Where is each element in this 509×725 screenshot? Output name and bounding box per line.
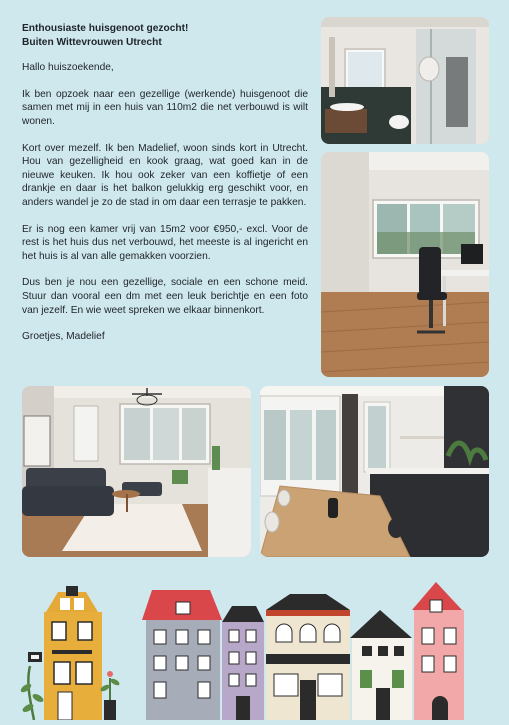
canal-houses-illustration	[0, 570, 509, 720]
greeting: Hallo huiszoekende,	[22, 62, 114, 74]
paragraph-room: Er is nog een kamer vrij van 15m2 voor €950,- excl. Voor de rest is het huis dus net verbouwd, het meeste is al ingericht en het huis is al van alle gemakken voorzien.	[22, 223, 308, 262]
yellow-house-icon	[44, 586, 102, 720]
plant-left-icon	[19, 652, 44, 720]
pink-house-icon	[412, 582, 464, 720]
bathroom-photo	[321, 17, 489, 144]
living-room-photo	[22, 386, 251, 557]
flyer-text	[22, 22, 308, 357]
headline-location: Buiten Wittevrouwen Utrecht	[22, 36, 162, 48]
office-room-photo	[321, 152, 489, 377]
dark-house-icon	[350, 610, 412, 720]
beige-house-icon	[266, 594, 350, 720]
potted-plant-icon	[99, 671, 120, 720]
paragraph-about: Kort over mezelf. Ik ben Madelief, woon sinds kort in Utrecht. Hou van gezelligheid en kook graag, wat goed kan in de nieuwe keuken. Ik hou ook zeker van een koffietje of een drankje en daar is het balkon gelukkig erg geschikt voor, en anders wandel je zo de stad in om daar een terrasje te pakken.	[22, 142, 308, 208]
signoff: Groetjes, Madelief	[22, 331, 105, 343]
paragraph-call-to-action: Dus ben je nou een gezellige, sociale en een schone meid. Stuur dan vooral een dm met een leuk berichtje en een foto van jezelf. En wie weet spreken we elkaar binnenkort.	[22, 277, 308, 316]
headline	[22, 22, 308, 49]
headline-title: Enthousiaste huisgenoot gezocht!	[22, 23, 189, 34]
paragraph-intro: Ik ben opzoek naar een gezellige (werkende) huisgenoot die samen met mij in een huis van 110m2 die net verbouwd is wilt wonen.	[22, 88, 308, 127]
grey-house-icon	[142, 590, 222, 720]
kitchen-photo	[260, 386, 489, 557]
lilac-house-icon	[222, 606, 264, 720]
